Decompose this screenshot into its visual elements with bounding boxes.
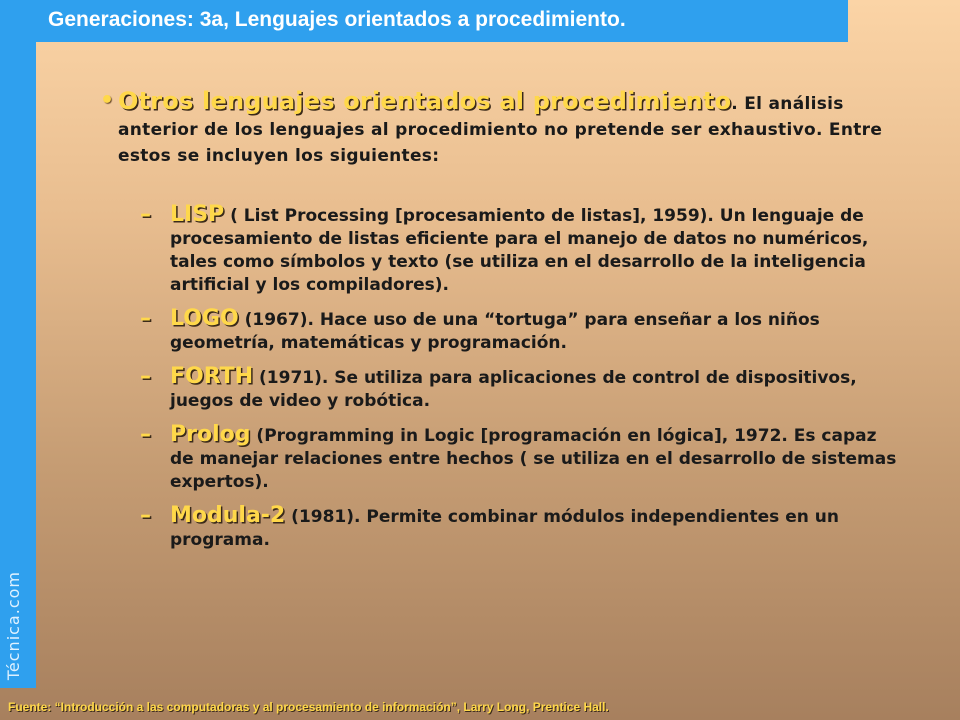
dash-icon: – (140, 306, 151, 331)
language-name: LOGO (170, 306, 239, 331)
language-name: Prolog (170, 422, 251, 447)
list-item-logo (140, 307, 900, 355)
language-description: ( List Processing [procesamiento de listas], 1959). Un lenguaje de procesamiento de listas eficiente para el manejo de datos no numéricos, tales como símbolos y texto (se utiliza en el desarrollo de la inteligencia artificial y los compiladores). (170, 206, 869, 295)
language-name: Modula-2 (170, 503, 286, 528)
language-description: (1967). Hace uso de una “tortuga” para enseñar a los niños geometría, matemáticas y programación. (170, 310, 820, 353)
page-title: Generaciones: 3a, Lenguajes orientados a procedimiento. (48, 8, 626, 31)
language-name: FORTH (170, 364, 254, 389)
list-item-modula2 (140, 504, 900, 552)
dash-icon: – (140, 364, 151, 389)
list-item-prolog (140, 423, 900, 494)
slide-content (100, 88, 920, 562)
sidebar (0, 0, 36, 688)
language-name: LISP (170, 202, 225, 227)
dash-icon: – (140, 422, 151, 447)
source-footer: Fuente: “Introducción a las computadoras y al procesamiento de información”, Larry Long, Prentice Hall. (8, 700, 609, 714)
dash-icon: – (140, 503, 151, 528)
language-description: (Programming in Logic [programación en lógica], 1972. Es capaz de manejar relaciones entre hechos ( se utiliza en el desarrollo de sistemas expertos). (170, 426, 897, 492)
list-item-lisp (140, 203, 900, 297)
main-bullet (100, 88, 920, 169)
dash-icon: – (140, 202, 151, 227)
bullet-icon: • (100, 88, 115, 113)
language-description: (1971). Se utiliza para aplicaciones de control de dispositivos, juegos de video y robótica. (170, 368, 857, 411)
bullet-heading: Otros lenguajes orientados al procedimiento (118, 87, 732, 115)
title-bar (36, 0, 848, 42)
list-item-forth (140, 365, 900, 413)
bullet-intro: . El análisis anterior de los lenguajes al procedimiento no pretende ser exhaustivo. Entre estos se incluyen los siguientes: (118, 94, 883, 166)
language-list (140, 203, 900, 552)
brand-label: Técnica.com (4, 570, 23, 680)
language-description: (1981). Permite combinar módulos independientes en un programa. (170, 507, 839, 550)
